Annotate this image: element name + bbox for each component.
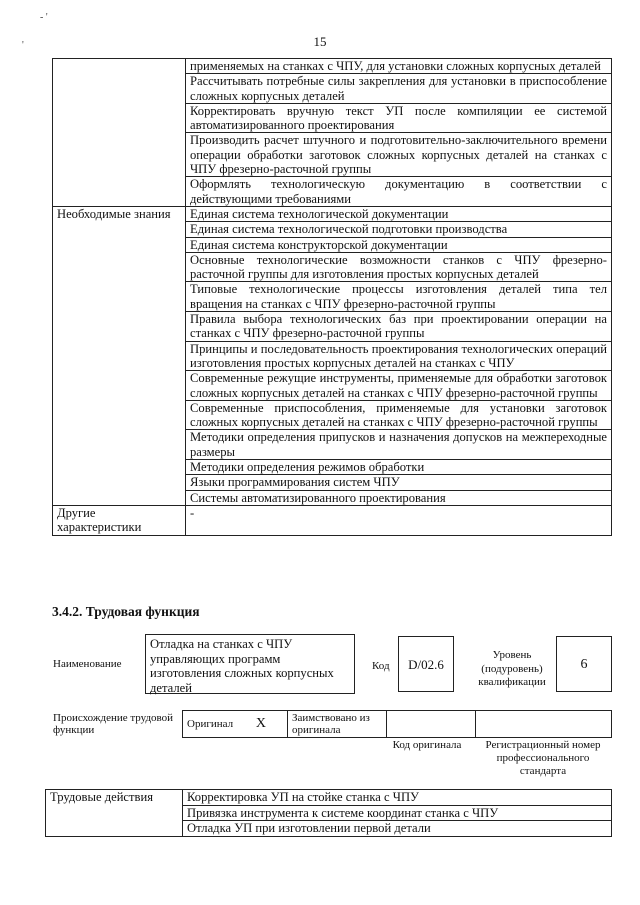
actions-label: Трудовые действия [46, 790, 183, 837]
table-row [53, 505, 612, 535]
borrowed-label: Заимствовано из оригинала [288, 711, 387, 738]
original-code-cell [387, 711, 476, 738]
skill-row: применяемых на станках с ЧПУ, для установки сложных корпусных деталей [186, 59, 612, 74]
origin-label: Происхождение трудовой функции [53, 712, 174, 736]
skills-knowledge-table [52, 58, 612, 536]
table-row [53, 59, 612, 74]
action-row: Привязка инструмента к системе координат станка с ЧПУ [183, 805, 612, 821]
knowledge-row: Типовые технологические процессы изготовления деталей типа тел вращения на станках с ЧПУ фрезерно-расточной группы [186, 282, 612, 312]
code-label: Код [372, 660, 390, 672]
registration-number-caption: Регистрационный номер профессионального стандарта [485, 739, 601, 777]
name-label: Наименование [53, 658, 122, 670]
original-check-mark: X [255, 716, 266, 731]
skill-row: Рассчитывать потребные силы закрепления для установки в приспособление сложных корпусных деталей [186, 74, 612, 104]
page-number: 15 [313, 34, 327, 49]
code-box: D/02.6 [398, 636, 454, 692]
skill-row: Оформлять технологическую документацию в соответствии с действующими требованиями [186, 177, 612, 207]
function-name-box: Отладка на станках с ЧПУ управляющих программ изготовления сложных корпусных деталей [145, 634, 355, 694]
table-row [183, 711, 612, 738]
original-label: Оригинал [187, 718, 234, 730]
knowledge-row: Методики определения припусков и назначения допусков на межпереходные размеры [186, 430, 612, 460]
knowledge-row: Современные режущие инструменты, применяемые для обработки заготовок сложных корпусных деталей на станках с ЧПУ фрезерно-расточной группы [186, 371, 612, 401]
knowledge-row: Основные технологические возможности станков с ЧПУ фрезерно-расточной группы для изготовления простых корпусных деталей [186, 252, 612, 282]
origin-table [182, 710, 612, 738]
knowledge-label: Необходимые знания [53, 206, 186, 505]
original-cell [183, 711, 288, 738]
action-row: Корректировка УП на стойке станка с ЧПУ [183, 790, 612, 806]
knowledge-row: Единая система технологической документации [186, 206, 612, 221]
knowledge-row: Принципы и последовательность проектирования технологических операций изготовления простых корпусных деталей на станках с ЧПУ [186, 341, 612, 371]
knowledge-row: Правила выбора технологических баз при проектировании операции на станках с ЧПУ фрезерно-расточной группы [186, 312, 612, 342]
corner-mark-left: ' [22, 40, 24, 51]
empty-label-cell [53, 59, 186, 207]
other-characteristics-value: - [186, 505, 612, 535]
skill-row: Корректировать вручную текст УП после компиляции ее системой автоматизированного проектирования [186, 103, 612, 133]
knowledge-row: Современные приспособления, применяемые для установки заготовок сложных корпусных деталей на станках с ЧПУ фрезерно-расточной группы [186, 400, 612, 430]
knowledge-row: Единая система технологической подготовки производства [186, 222, 612, 237]
knowledge-row: Системы автоматизированного проектирования [186, 490, 612, 505]
other-characteristics-label: Другие характеристики [53, 505, 186, 535]
labor-actions-table [45, 789, 612, 837]
knowledge-row: Единая система конструкторской документации [186, 237, 612, 252]
qualification-level-label: Уровень (подуровень) квалификации [478, 649, 546, 688]
corner-mark-top: - ' [40, 12, 48, 23]
registration-number-cell [476, 711, 612, 738]
table-row [46, 790, 612, 806]
action-row: Отладка УП при изготовлении первой детали [183, 821, 612, 837]
section-heading: 3.4.2. Трудовая функция [52, 604, 200, 619]
knowledge-row: Методики определения режимов обработки [186, 460, 612, 475]
table-row [53, 206, 612, 221]
qualification-level-box: 6 [556, 636, 612, 692]
original-code-caption: Код оригинала [392, 739, 462, 751]
knowledge-row: Языки программирования систем ЧПУ [186, 475, 612, 490]
skill-row: Производить расчет штучного и подготовительно-заключительного времени операции обработки заготовок сложных корпусных деталей на станках с ЧПУ фрезерно-расточной группы [186, 133, 612, 177]
